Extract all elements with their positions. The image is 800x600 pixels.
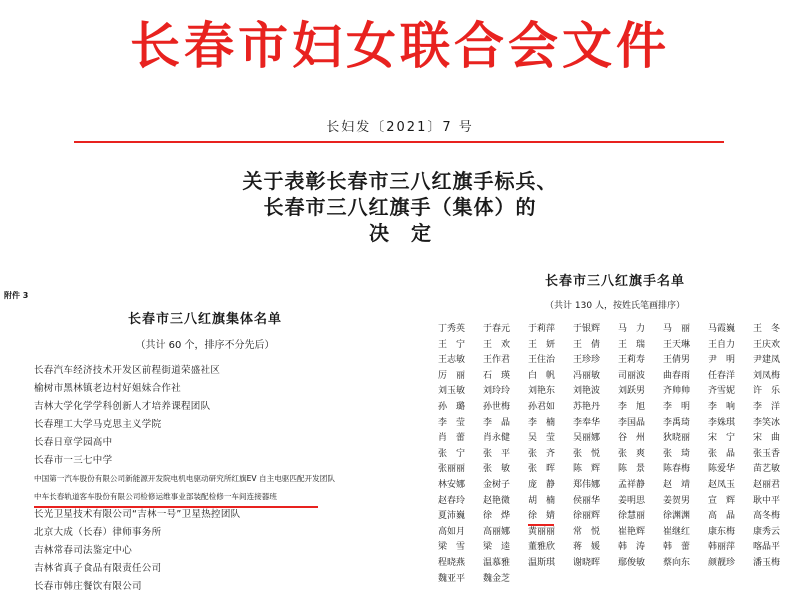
individual-name: 姜明思 [618, 495, 646, 506]
collective-list-subtitle: （共计 60 个，排序不分先后） [135, 340, 275, 351]
individual-name: 高丽娜 [483, 526, 511, 537]
red-divider-line [74, 141, 724, 143]
individual-name: 白 帆 [528, 370, 556, 381]
individual-name: 刘玲玲 [483, 386, 511, 397]
individual-name: 王 瑞 [618, 339, 646, 350]
individual-name: 赵春玲 [438, 495, 466, 506]
individual-name: 高 晶 [708, 511, 736, 522]
individual-name: 吴 莹 [528, 433, 556, 444]
individual-name: 黄丽丽 [528, 526, 556, 537]
individual-name: 刘凤梅 [753, 370, 781, 381]
individual-name: 李 旭 [618, 401, 646, 412]
individual-name: 温斯琪 [528, 557, 556, 568]
individual-name: 曲春雨 [663, 370, 691, 381]
individual-name: 狄晓丽 [663, 433, 691, 444]
individual-name: 王倩男 [663, 355, 691, 366]
individual-name: 谷 州 [618, 433, 646, 444]
individual-name: 崔继红 [663, 526, 691, 537]
individual-name: 李 楠 [528, 417, 556, 428]
individual-name: 郑伟娜 [573, 479, 601, 490]
individual-name: 林安娜 [438, 479, 466, 490]
individual-name: 温慕雅 [483, 557, 511, 568]
individual-name: 陈 辉 [573, 464, 601, 475]
individual-name: 王 冬 [753, 324, 781, 334]
individual-name: 王珍珍 [573, 355, 601, 366]
individual-name: 李国晶 [618, 417, 646, 428]
individual-name: 侯丽华 [573, 495, 601, 506]
collective-list-item: 长春理工大学马克思主义学院 [34, 419, 162, 430]
decision-title-line-3: 决定 [369, 221, 453, 245]
individual-name: 张 宁 [438, 448, 466, 459]
individual-name: 张 晶 [708, 448, 736, 459]
individual-name: 胡 楠 [528, 495, 556, 506]
individual-name: 张丽丽 [438, 464, 466, 475]
individual-name: 马霞巍 [708, 324, 736, 334]
individual-name: 马 力 [618, 324, 646, 334]
individual-name: 李 明 [663, 401, 691, 412]
attachment-label: 附件 3 [4, 291, 29, 300]
individual-name: 夏沛巍 [438, 511, 466, 522]
individual-list-subtitle: （共计 130 人，按姓氏笔画排序） [545, 301, 685, 311]
individual-name: 高冬梅 [753, 511, 781, 522]
individual-name: 尹建凤 [753, 355, 781, 366]
individual-name: 李 晶 [483, 417, 511, 428]
individual-name: 石 瑛 [483, 370, 511, 381]
individual-name: 吴丽娜 [573, 433, 601, 444]
collective-list-item: 北京大成（长春）律师事务所 [34, 527, 162, 538]
individual-name: 李 莹 [438, 417, 466, 428]
individual-name: 孙世梅 [483, 401, 511, 412]
individual-name: 于莉萍 [528, 324, 556, 334]
individual-name: 刘玉敏 [438, 386, 466, 397]
individual-name: 颜靓珍 [708, 557, 736, 568]
individual-names-grid [438, 322, 800, 587]
document-header-title: 长春市妇女联合会文件 [130, 16, 670, 75]
individual-name: 肖永健 [483, 433, 511, 444]
individual-name: 陈 景 [618, 464, 646, 475]
collective-list-item: 吉林省真子食品有限责任公司 [34, 563, 162, 574]
collective-list-item: 长春汽车经济技术开发区前程街道荣盛社区 [34, 365, 221, 376]
individual-name: 尹 明 [708, 355, 736, 366]
individual-name: 张 晖 [528, 464, 556, 475]
individual-name: 李 洋 [753, 401, 781, 412]
individual-name: 李 响 [708, 401, 736, 412]
individual-name: 谢晓晖 [573, 557, 601, 568]
individual-name: 孟祥静 [618, 479, 646, 490]
individual-name: 李笑冰 [753, 417, 781, 428]
collective-list [34, 362, 410, 596]
individual-name: 金树子 [483, 479, 511, 490]
individual-name: 王自力 [708, 339, 736, 350]
individual-name: 陈春梅 [663, 464, 691, 475]
individual-name: 王志敏 [438, 355, 466, 366]
individual-name: 齐帅帅 [663, 386, 691, 397]
individual-name: 王住治 [528, 355, 556, 366]
individual-name: 董雅欣 [528, 542, 556, 553]
individual-name: 张玉香 [753, 448, 781, 459]
individual-name: 肖 蕾 [438, 433, 466, 444]
individual-name: 徐丽辉 [573, 511, 601, 522]
individual-name: 潘玉梅 [753, 557, 781, 568]
individual-name: 孙君如 [528, 401, 556, 412]
individual-name: 王庆欢 [753, 339, 781, 350]
individual-name: 于春元 [483, 324, 511, 334]
individual-name: 李姝琪 [708, 417, 736, 428]
individual-name: 赵艳微 [483, 495, 511, 506]
individual-name: 张 琦 [663, 448, 691, 459]
individual-name: 张 爽 [618, 448, 646, 459]
individual-name: 刘艳东 [528, 386, 556, 397]
individual-name: 苏艳丹 [573, 401, 601, 412]
collective-list-item: 长春日章学园高中 [34, 437, 113, 448]
collective-list-item: 中车长春轨道客车股份有限公司检修运维事业部装配检修一车间连接器班 [34, 492, 277, 501]
decision-title-line-2: 长春市三八红旗手（集体）的 [263, 195, 537, 219]
collective-list-item: 中国第一汽车股份有限公司新能源开发院电机电驱动研究所红旗EV 自主电驱匹配开发团队 [34, 474, 335, 483]
individual-name: 张 平 [483, 448, 511, 459]
individual-name: 崔艳辉 [618, 526, 646, 537]
individual-name: 程晓燕 [438, 557, 466, 568]
individual-name: 高如月 [438, 526, 466, 537]
individual-name: 王 欢 [483, 339, 511, 350]
individual-name: 梁 雪 [438, 542, 466, 553]
individual-name: 庞 静 [528, 479, 556, 490]
individual-name: 徐 烨 [483, 511, 511, 522]
individual-name: 苗艺敏 [753, 464, 781, 475]
individual-name: 康东梅 [708, 526, 736, 537]
individual-name: 韩 涛 [618, 542, 646, 553]
individual-name: 孙 璐 [438, 401, 466, 412]
individual-name: 梁 逵 [483, 542, 511, 553]
collective-list-item: 吉林常春司法鉴定中心 [34, 545, 133, 556]
individual-name: 王莉寿 [618, 355, 646, 366]
individual-name: 魏金芝 [483, 573, 511, 584]
individual-name: 刘艳波 [573, 386, 601, 397]
individual-name: 姜贺男 [663, 495, 691, 506]
individual-name: 常 悦 [573, 526, 601, 537]
individual-name: 耿中平 [753, 495, 781, 506]
name-highlight-underline [528, 524, 554, 526]
individual-list-title: 长春市三八红旗手名单 [544, 274, 685, 289]
individual-name: 齐雪妮 [708, 386, 736, 397]
individual-name: 王 宁 [438, 339, 466, 350]
collective-list-title: 长春市三八红旗集体名单 [127, 312, 282, 327]
document-number: 长妇发〔2021〕7 号 [326, 120, 474, 135]
individual-name: 赵凤玉 [708, 479, 736, 490]
individual-name: 王 倩 [573, 339, 601, 350]
decision-title [0, 168, 800, 246]
collective-list-item: 吉林大学化学学科创新人才培养课程团队 [34, 401, 211, 412]
individual-name: 刘跃男 [618, 386, 646, 397]
individual-name: 李禹琦 [663, 417, 691, 428]
individual-name: 喀晶平 [753, 542, 781, 553]
individual-name: 李奉华 [573, 417, 601, 428]
individual-name: 徐渊渊 [663, 511, 691, 522]
collective-list-item: 榆树市黑林镇老边村好姐妹合作社 [34, 383, 182, 394]
individual-name: 张 齐 [528, 448, 556, 459]
individual-name: 厉 丽 [438, 370, 466, 381]
individual-name: 蔡向东 [663, 557, 691, 568]
individual-name: 陈爱华 [708, 464, 736, 475]
individual-name: 魏亚平 [438, 573, 466, 584]
individual-name: 徐慧丽 [618, 511, 646, 522]
individual-name: 任春洋 [708, 370, 736, 381]
individual-name: 赵 靖 [663, 479, 691, 490]
individual-name: 宋 曲 [753, 433, 781, 444]
collective-list-item: 长光卫星技术有限公司“吉林一号”卫星热控团队 [34, 509, 241, 520]
individual-name: 王 妍 [528, 339, 556, 350]
individual-name: 鄢俊敏 [618, 557, 646, 568]
individual-name: 韩丽萍 [708, 542, 736, 553]
individual-name: 韩 蕾 [663, 542, 691, 553]
individual-name: 宣 辉 [708, 495, 736, 506]
individual-name: 王天琳 [663, 339, 691, 350]
individual-name: 赵丽君 [753, 479, 781, 490]
individual-name: 徐 婧 [528, 511, 556, 522]
highlight-underline [34, 506, 318, 508]
individual-name: 张 悦 [573, 448, 601, 459]
individual-name: 康秀云 [753, 526, 781, 537]
individual-name: 司丽波 [618, 370, 646, 381]
individual-name: 于银辉 [573, 324, 601, 334]
collective-list-item: 长春市一三七中学 [34, 455, 113, 466]
individual-name: 丁秀英 [438, 324, 466, 334]
collective-list-item: 长春市韩庄餐饮有限公司 [34, 581, 142, 592]
decision-title-line-1: 关于表彰长春市三八红旗手标兵、 [242, 169, 558, 193]
individual-name: 马 丽 [663, 324, 691, 334]
individual-name: 冯丽敏 [573, 370, 601, 381]
individual-name: 张 敏 [483, 464, 511, 475]
individual-name: 许 乐 [753, 386, 781, 397]
individual-name: 王作君 [483, 355, 511, 366]
individual-name: 蒋 媛 [573, 542, 601, 553]
individual-name: 宋 宁 [708, 433, 736, 444]
